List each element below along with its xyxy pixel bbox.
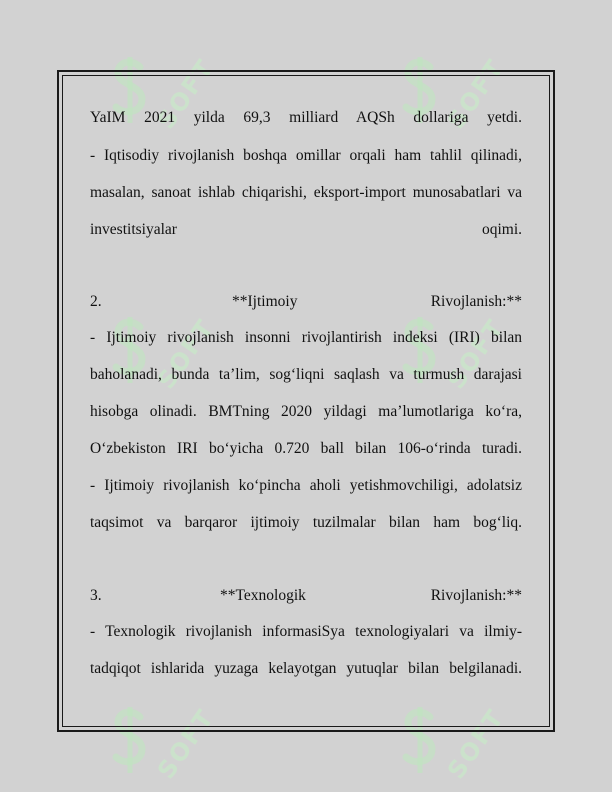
section-title: **Texnologik [220, 587, 306, 604]
text-line: hisobga olinadi. BMTning 2020 yildagi ma’lumotlariga ko‘ra, [90, 403, 522, 420]
watermark-brand-text: SOFT [152, 313, 220, 395]
section-title: **Ijtimoiy [232, 293, 298, 310]
text-line-right: oqimi. [481, 221, 522, 238]
text-line: - Ijtimoiy rivojlanish insonni rivojlantirish indeksi (IRI) bilan [90, 329, 522, 346]
watermark-brand-text: SOFT [442, 313, 510, 395]
watermark-brand-text: SOFT [152, 53, 220, 135]
text-line-left: investitsiyalar [90, 221, 177, 238]
text-line: masalan, sanoat ishlab chiqarishi, eksport-import munosabatlari va [90, 184, 522, 201]
section-title-end: Rivojlanish:** [430, 293, 522, 310]
watermark-brand-text: SOFT [152, 703, 220, 785]
text-line: YaIM 2021 yilda 69,3 milliard AQSh dollariga yetdi. [90, 109, 522, 126]
text-line: - Texnologik rivojlanish informasiSya texnologiyalari va ilmiy- [90, 623, 522, 640]
section-number: 2. [90, 293, 102, 310]
text-line: taqsimot va barqaror ijtimoiy tuzilmalar bilan ham bog‘liq. [90, 514, 522, 531]
text-line: - Iqtisodiy rivojlanish boshqa omillar orqali ham tahlil qilinadi, [90, 147, 522, 164]
watermark-brand-text: SOFT [442, 53, 510, 135]
text-line: tadqiqot ishlarida yuzaga kelayotgan yutuqlar bilan belgilanadi. [90, 660, 522, 677]
text-line: - Ijtimoiy rivojlanish ko‘pincha aholi yetishmovchiligi, adolatsiz [90, 477, 522, 494]
text-line: O‘zbekiston IRI bo‘yicha 0.720 ball bilan 106-o‘rinda turadi. [90, 440, 522, 457]
watermark-brand-text: SOFT [442, 703, 510, 785]
section-number: 3. [90, 587, 102, 604]
section-title-end: Rivojlanish:** [430, 587, 522, 604]
text-line: baholanadi, bunda ta’lim, sog‘liqni saqlash va turmush darajasi [90, 366, 522, 383]
